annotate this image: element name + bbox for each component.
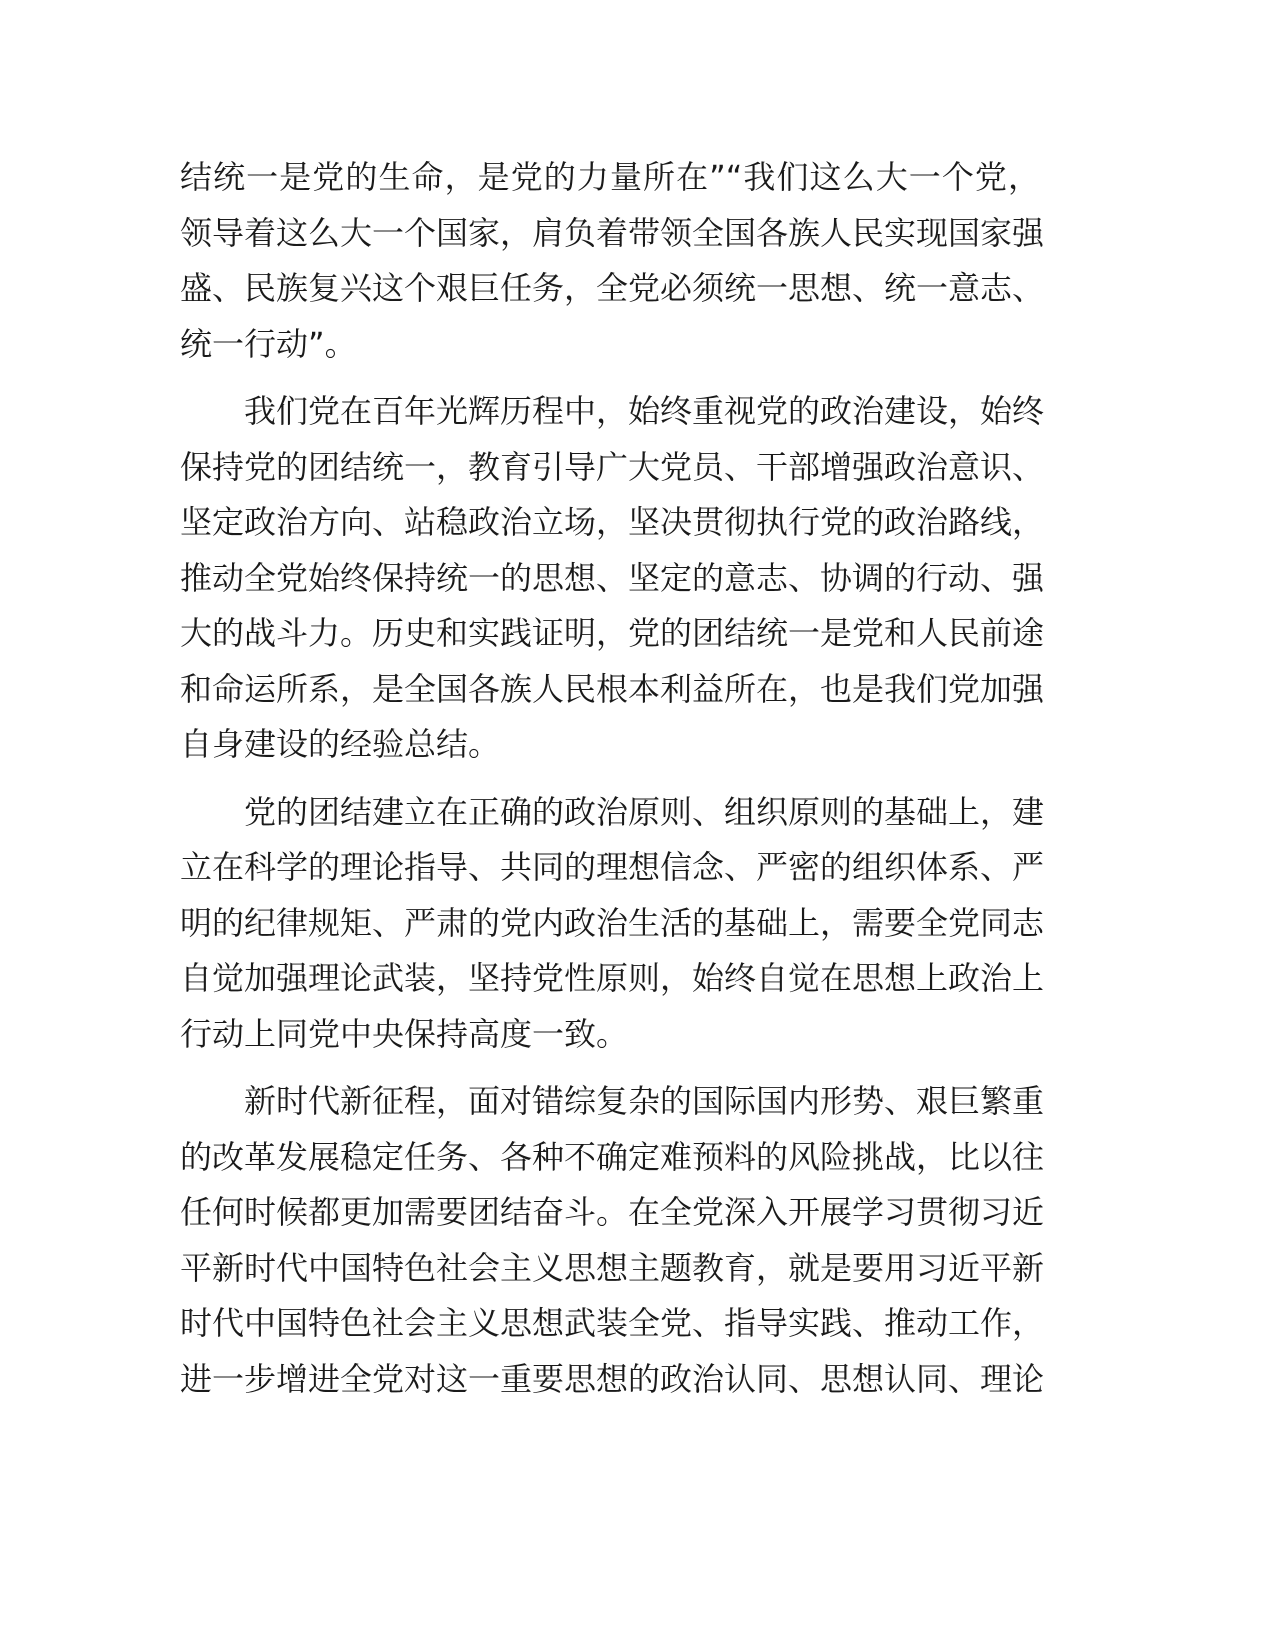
paragraph-2: [180, 384, 1045, 773]
text-line: 立在科学的理论指导、共同的理想信念、严密的组织体系、严: [180, 848, 1045, 886]
text-line: 平新时代中国特色社会主义思想主题教育，就是要用习近平新: [180, 1248, 1045, 1287]
text-line: 大的战斗力。历史和实践证明，党的团结统一是党和人民前途: [180, 614, 1045, 652]
text-line: 任何时候都更加需要团结奋斗。在全党深入开展学习贯彻习近: [180, 1193, 1045, 1231]
document-body: [180, 150, 1045, 1407]
text-line: 自觉加强理论武装，坚持党性原则，始终自觉在思想上政治上: [180, 959, 1045, 997]
paragraph-gap: [180, 1062, 1040, 1074]
text-line: 领导着这么大一个国家，肩负着带领全国各族人民实现国家强: [180, 213, 1045, 252]
text-line: 明的纪律规矩、严肃的党内政治生活的基础上，需要全党同志: [180, 903, 1045, 942]
paragraph-4: [180, 1074, 1045, 1407]
text-line: 保持党的团结统一，教育引导广大党员、干部增强政治意识、: [180, 447, 1045, 486]
text-line: 党的团结建立在正确的政治原则、组织原则的基础上，建: [244, 792, 1045, 831]
text-line: 盛、民族复兴这个艰巨任务，全党必须统一思想、统一意志、: [180, 269, 1045, 307]
text-line: 我们党在百年光辉历程中，始终重视党的政治建设，始终: [244, 392, 1045, 430]
paragraph-gap: [180, 372, 1040, 384]
text-line: 推动全党始终保持统一的思想、坚定的意志、协调的行动、强: [180, 558, 1045, 597]
text-line: 和命运所系，是全国各族人民根本利益所在，也是我们党加强: [180, 669, 1045, 708]
paragraph-gap: [180, 773, 1040, 785]
text-line: 自身建设的经验总结。: [180, 725, 501, 763]
text-line: 行动上同党中央保持高度一致。: [180, 1014, 629, 1053]
text-line: 新时代新征程，面对错综复杂的国际国内形势、艰巨繁重: [244, 1082, 1045, 1120]
text-line: 结统一是党的生命，是党的力量所在”“我们这么大一个党，: [180, 158, 1040, 196]
text-line: 时代中国特色社会主义思想武装全党、指导实践、推动工作，: [180, 1304, 1045, 1342]
text-line: 统一行动”。: [180, 324, 357, 363]
text-line: 坚定政治方向、站稳政治立场，坚决贯彻执行党的政治路线，: [180, 503, 1045, 541]
text-line: 进一步增进全党对这一重要思想的政治认同、思想认同、理论: [180, 1359, 1045, 1398]
paragraph-1: [180, 150, 1045, 372]
paragraph-3: [180, 785, 1045, 1063]
text-line: 的改革发展稳定任务、各种不确定难预料的风险挑战，比以往: [180, 1137, 1045, 1176]
